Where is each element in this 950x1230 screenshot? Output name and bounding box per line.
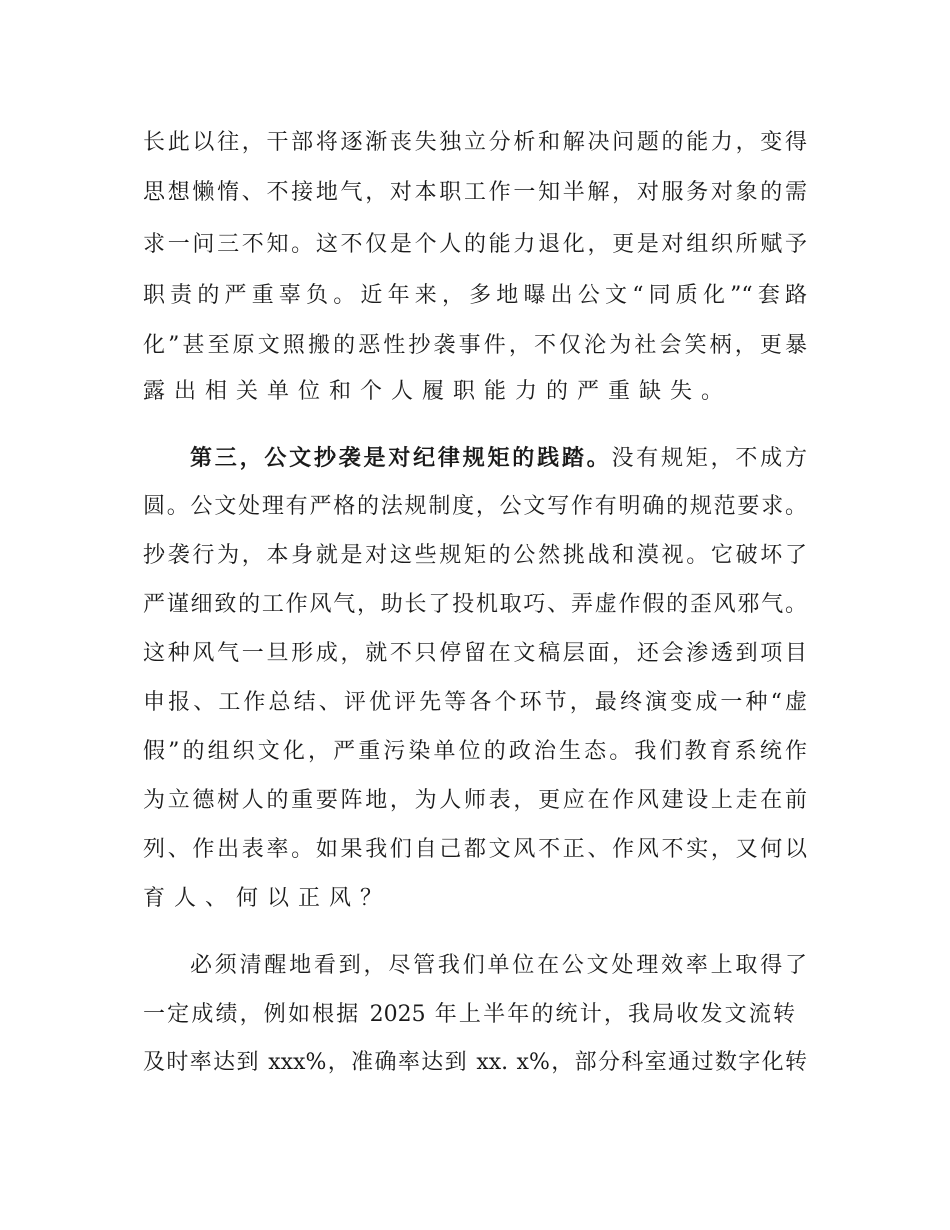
paragraph-heading: 第三，公文抄袭是对纪律规矩的践踏。 [190, 446, 612, 471]
text-run: 没有规矩，不成方 [611, 446, 807, 471]
text-line: 必须清醒地看到，尽管我们单位在公文处理效率上取得了 [190, 953, 807, 978]
text-line: 圆。公文处理有严格的法规制度，公文写作有明确的规范要求。 [143, 494, 807, 519]
text-line: 露出相关单位和个人履职能力的严重缺失。 [143, 379, 733, 404]
text-line: 长此以往，干部将逐渐丧失独立分析和解决问题的能力，变得 [143, 130, 807, 155]
text-line: 这种风气一旦形成，就不只停留在文稿层面，还会渗透到项目 [143, 641, 807, 666]
text-line: 抄袭行为，本身就是对这些规矩的公然挑战和漠视。它破坏了 [143, 543, 807, 568]
text-line-first [190, 442, 807, 476]
text-line: 化”甚至原文照搬的恶性抄袭事件，不仅沦为社会笑柄，更暴 [143, 333, 807, 358]
text-line: 育人、何以正风？ [143, 886, 392, 911]
text-line: 求一问三不知。这不仅是个人的能力退化，更是对组织所赋予 [143, 232, 807, 257]
text-line: 严谨细致的工作风气，助长了投机取巧、弄虚作假的歪风邪气。 [143, 592, 807, 617]
text-line: 申报、工作总结、评优评先等各个环节，最终演变成一种“虚 [143, 690, 807, 715]
text-line: 一定成绩，例如根据 2025 年上半年的统计，我局收发文流转 [143, 1002, 795, 1027]
text-line: 思想懒惰、不接地气，对本职工作一知半解，对服务对象的需 [143, 180, 807, 205]
text-line: 假”的组织文化，严重污染单位的政治生态。我们教育系统作 [143, 739, 807, 764]
text-line: 及时率达到 xxx%，准确率达到 xx. x%，部分科室通过数字化转 [143, 1050, 807, 1075]
text-line: 列、作出表率。如果我们自己都文风不正、作风不实，又何以 [143, 837, 807, 862]
text-line: 为立德树人的重要阵地，为人师表，更应在作风建设上走在前 [143, 788, 807, 813]
text-line: 职责的严重辜负。近年来，多地曝出公文“同质化”“套路 [143, 283, 807, 308]
